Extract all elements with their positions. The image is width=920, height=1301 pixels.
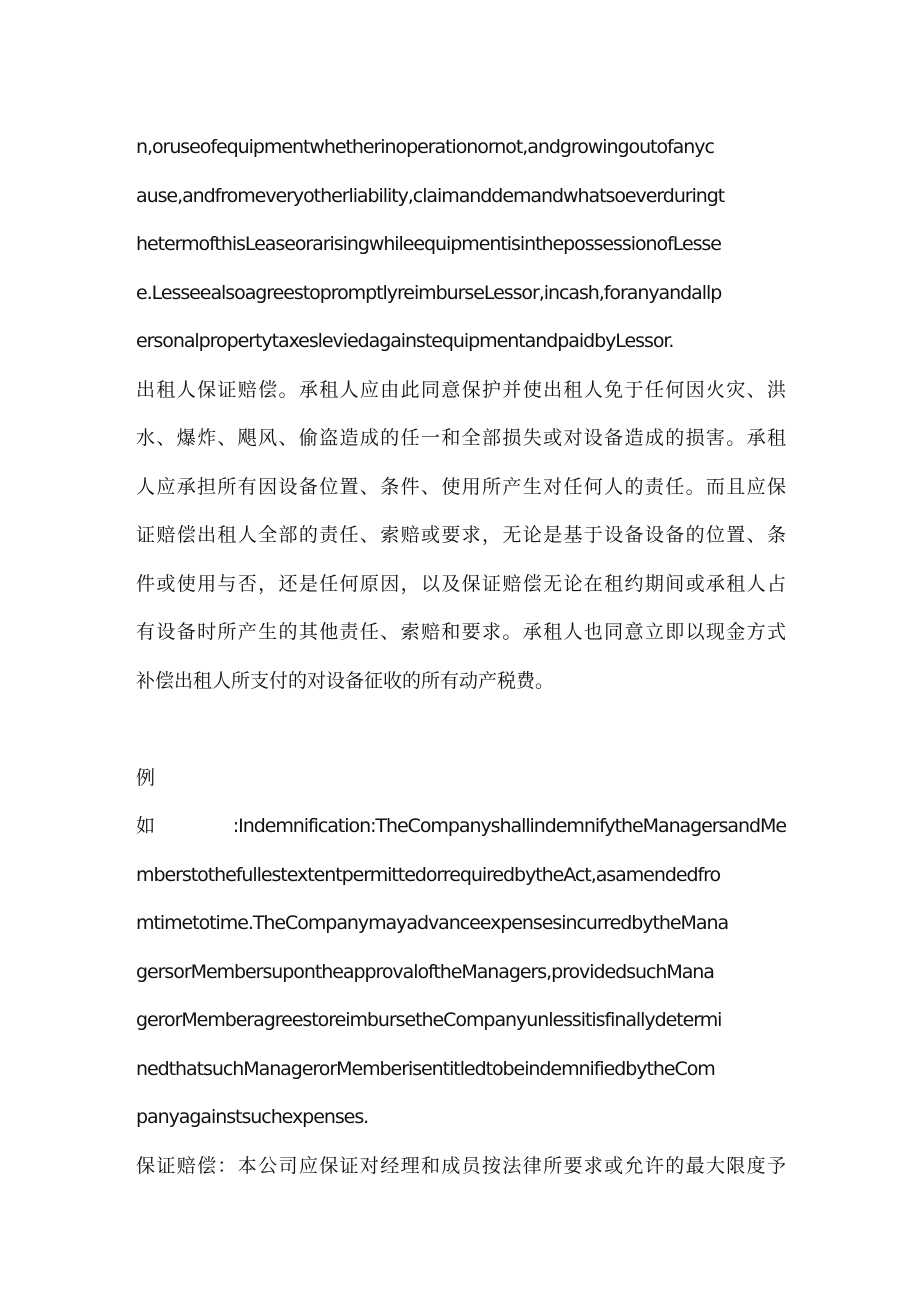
text-line: ersonalpropertytaxesleviedagainstequipmentandpaidbyLessor.: [136, 330, 674, 352]
text-line: panyagainstsuchexpenses.: [136, 1106, 369, 1128]
text-line: 补偿出租人所支付的对设备征收的所有动产税费。: [136, 669, 555, 692]
chinese-paragraph-lease: [136, 366, 786, 706]
text-line: e.LesseealsoagreestopromptlyreimburseLessor,incash,foranyandallp: [136, 281, 722, 304]
example-label: 例: [136, 766, 156, 789]
text-line: gerorMemberagreestoreimbursetheCompanyunlessitisfinallydetermi: [136, 1009, 722, 1031]
text-line: mberstothefullestextentpermittedorrequiredbytheAct,asamendedfro: [136, 863, 721, 886]
text-line: 人应承担所有因设备位置、条件、使用所产生对任何人的责任。而且应保: [136, 475, 786, 498]
english-paragraph-indemnification: [136, 802, 786, 1142]
text-line: nedthatsuchManagerorMemberisentitledtobeindemnifiedbytheCom: [136, 1057, 715, 1080]
text-line: 有设备时所产生的其他责任、索赔和要求。承租人也同意立即以现金方式: [136, 621, 786, 643]
text-line: ause,andfromeveryotherliability,claimanddemandwhatsoeverduringt: [136, 184, 725, 207]
paragraph-gap: [136, 705, 786, 754]
text-line: mtimetotime.TheCompanymayadvanceexpensesincurredbytheMana: [136, 912, 729, 934]
text-line: 证赔偿出租人全部的责任、索赔或要求，无论是基于设备设备的位置、条: [136, 524, 786, 546]
text-line: 件或使用与否，还是任何原因，以及保证赔偿无论在租约期间或承租人占: [136, 572, 786, 595]
text-line: gersorMembersupontheapprovaloftheManagers,providedsuchMana: [136, 960, 714, 983]
english-paragraph-lease: [136, 123, 786, 366]
chinese-paragraph-indemnification: [136, 1142, 786, 1191]
text-line: 如 :Indemnification:TheCompanyshallindemnifytheManagersandMe: [136, 815, 786, 837]
text-line: 出租人保证赔偿。承租人应由此同意保护并使出租人免于任何因火灾、洪: [136, 378, 786, 401]
text-line: n,oruseofequipmentwhetherinoperationornot,andgrowingoutofanyc: [136, 136, 714, 158]
text-line: 保证赔偿：本公司应保证对经理和成员按法律所要求或允许的最大限度予: [136, 1154, 786, 1177]
text-line: 水、爆炸、飓风、偷盗造成的任一和全部损失或对设备造成的损害。承租: [136, 427, 786, 449]
document-page: [136, 123, 786, 1190]
text-line: hetermofthisLeaseorarisingwhileequipmentisinthepossessionofLesse: [136, 233, 721, 255]
